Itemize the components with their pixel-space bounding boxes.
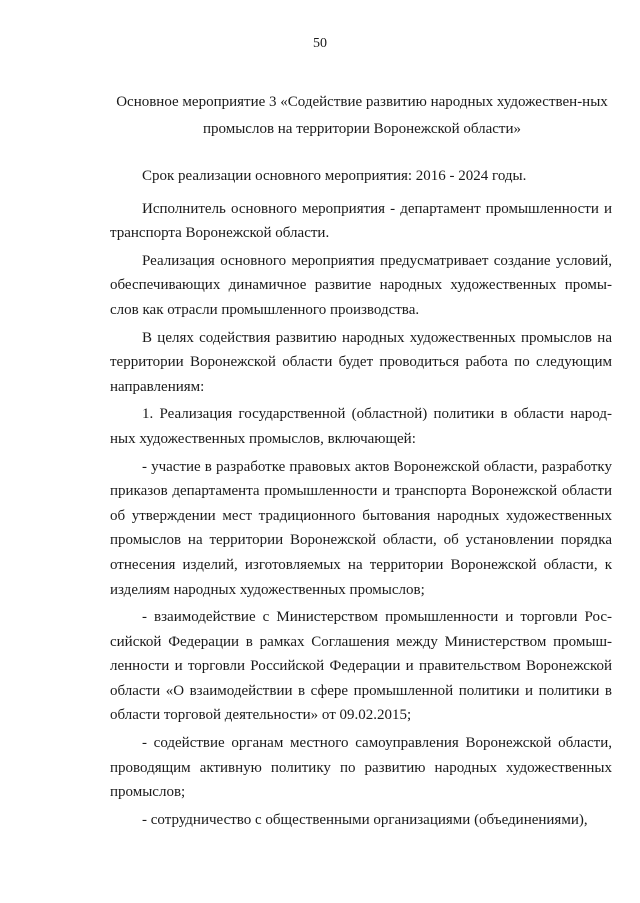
section-heading: Основное мероприятие 3 «Содействие развитию народных художествен-ных промыслов на территории Воронежской области» xyxy=(116,94,608,137)
list-item-local-government: - содействие органам местного самоуправления Воронежской области, проводящим активную политику по развитию народных художественных промыслов; xyxy=(110,735,612,801)
list-item-legal-acts: - участие в разработке правовых актов Воронежской области, разработку приказов департамента промышленности и транспорта Воронежской области об утверждении мест традиционного бытования народных художественных промыслов на территории Воронежской области, об установлении порядка отнесения изделий, изготовляемых на территории Воронежской области, к изделиям народных художественных промыслов; xyxy=(110,458,612,598)
paragraph-term: Срок реализации основного мероприятия: 2016 - 2024 годы. xyxy=(142,168,527,184)
paragraph-executor: Исполнитель основного мероприятия - департамент промышленности и транспорта Воронежской области. xyxy=(110,200,612,242)
page-number: 50 xyxy=(313,36,327,51)
paragraph-policy: 1. Реализация государственной (областной) политики в области народ-ных художественных промыслов, включающей: xyxy=(110,406,612,447)
paragraph-implementation: Реализация основного мероприятия предусматривает создание условий, обеспечивающих динамичное развитие народных художественных промы-слов как отрасли промышленного производства. xyxy=(110,252,612,318)
list-item-public-organizations: - сотрудничество с общественными организациями (объединениями), xyxy=(142,811,588,828)
paragraph-directions: В целях содействия развитию народных художественных промыслов на территории Воронежской области будет проводиться работа по следующим направлениям: xyxy=(110,329,612,395)
list-item-ministry-cooperation: - взаимодействие с Министерством промышленности и торговли Рос-сийской Федерации в рамках Соглашения между Министерством промыш-ленности и торговли Российской Федерации и правительством Воронежской области «О взаимодействии в сфере промышленной политики и политики в области торговой деятельности» от 09.02.2015; xyxy=(110,609,612,724)
body-text xyxy=(110,164,612,835)
